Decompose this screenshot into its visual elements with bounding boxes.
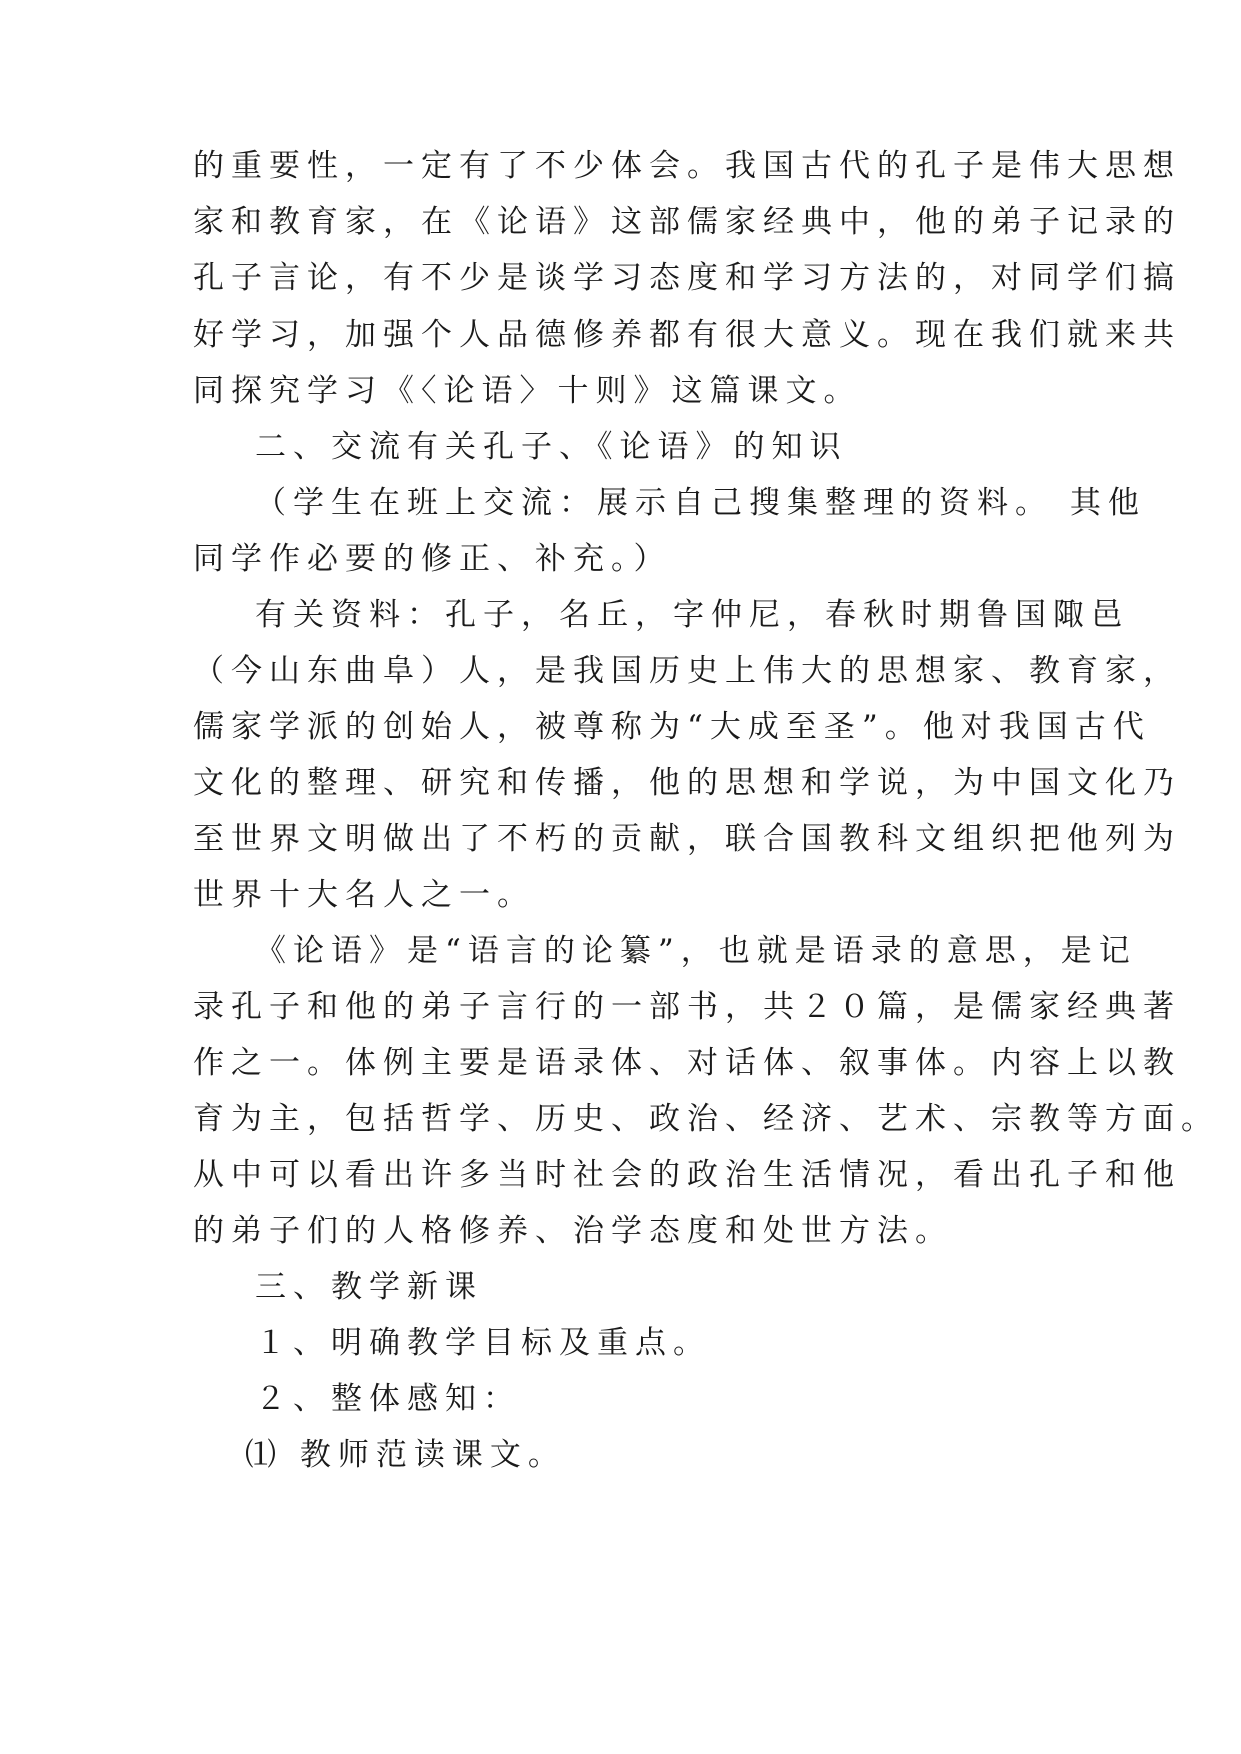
reference-line-2: （今山东曲阜）人，是我国历史上伟大的思想家、教育家，	[193, 653, 1181, 689]
reference-line-4: 文化的整理、研究和传播，他的思想和学说，为中国文化乃	[193, 765, 1181, 801]
paragraph-line-4: 好学习，加强个人品德修养都有很大意义。现在我们就来共	[193, 317, 1181, 353]
paragraph-line-5: 同探究学习《〈论语〉十则》这篇课文。	[193, 373, 862, 409]
reference-line-6: 世界十大名人之一。	[193, 877, 535, 913]
reference-line-3: 儒家学派的创始人，被尊称为“大成至圣”。他对我国古代	[193, 709, 1151, 745]
paragraph-line-1: 的重要性，一定有了不少体会。我国古代的孔子是伟大思想	[193, 148, 1181, 184]
lunyu-description-line-5: 从中可以看出许多当时社会的政治生活情况，看出孔子和他	[193, 1157, 1181, 1193]
student-activity-line-2: 同学作必要的修正、补充。）	[193, 541, 672, 577]
lunyu-description-line-6: 的弟子们的人格修养、治学态度和处世方法。	[193, 1213, 953, 1249]
lunyu-description-line-1: 《论语》是“语言的论纂”，也就是语录的意思，是记	[255, 933, 1137, 969]
lunyu-description-line-2: 录孔子和他的弟子言行的一部书，共２０篇，是儒家经典著	[193, 989, 1181, 1025]
paragraph-line-2: 家和教育家，在《论语》这部儒家经典中，他的弟子记录的	[193, 204, 1181, 240]
teaching-substep-1: ⑴ 教师范读课文。	[245, 1437, 566, 1473]
reference-line-1: 有关资料：孔子，名丘，字仲尼，春秋时期鲁国陬邑	[255, 597, 1129, 633]
student-activity-line-1: （学生在班上交流：展示自己搜集整理的资料。 其他	[255, 485, 1146, 521]
section-heading-2: 二、交流有关孔子、《论语》的知识	[255, 429, 848, 465]
reference-line-5: 至世界文明做出了不朽的贡献，联合国教科文组织把他列为	[193, 821, 1181, 857]
section-heading-3: 三、教学新课	[255, 1269, 483, 1305]
lunyu-description-line-4: 育为主，包括哲学、历史、政治、经济、艺术、宗教等方面。	[193, 1101, 1219, 1137]
teaching-step-1: １、明确教学目标及重点。	[255, 1325, 711, 1361]
teaching-step-2: ２、整体感知：	[255, 1381, 521, 1417]
lunyu-description-line-3: 作之一。体例主要是语录体、对话体、叙事体。内容上以教	[193, 1045, 1181, 1081]
paragraph-line-3: 孔子言论，有不少是谈学习态度和学习方法的，对同学们搞	[193, 260, 1181, 296]
